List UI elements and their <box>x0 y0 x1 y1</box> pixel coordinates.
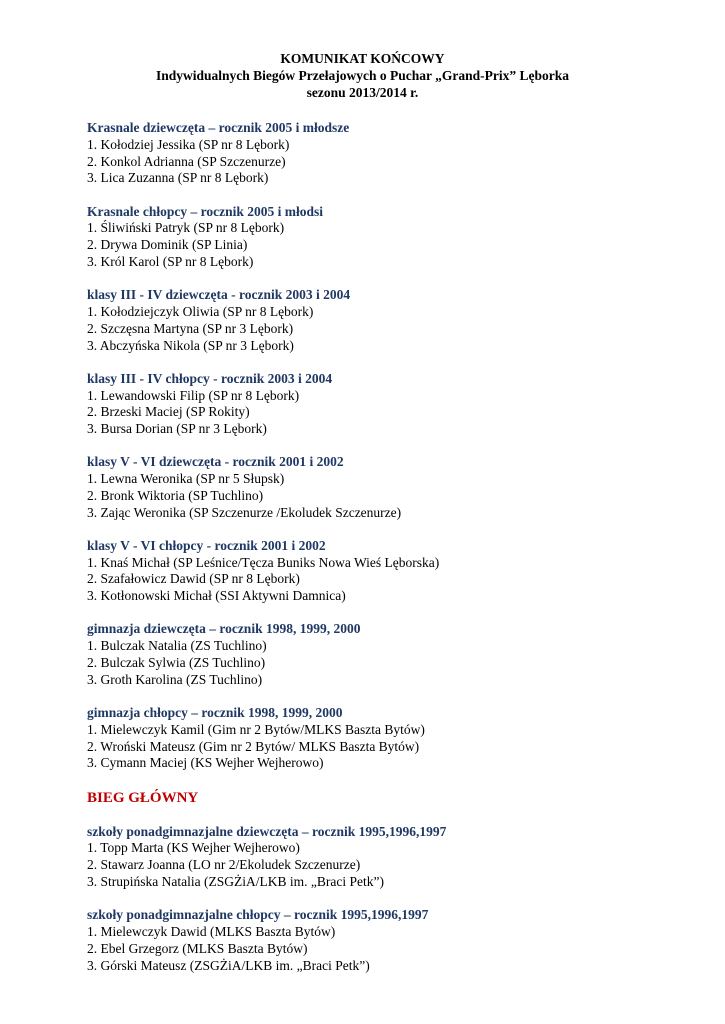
header-subtitle: Indywidualnych Biegów Przełajowych o Puchar „Grand-Prix” Lęborka <box>155 68 569 83</box>
category-title: szkoły ponadgimnazjalne dziewczęta – rocznik 1995,1996,1997 <box>87 823 447 839</box>
result-category <box>87 621 697 688</box>
result-entry: 2. Bulczak Sylwia (ZS Tuchlino) <box>87 655 266 671</box>
header-season: sezonu 2013/2014 r. <box>306 85 419 100</box>
result-entry: 1. Mielewczyk Kamil (Gim nr 2 Bytów/MLKS Baszta Bytów) <box>87 721 425 737</box>
result-entry: 1. Bulczak Natalia (ZS Tuchlino) <box>87 638 267 654</box>
category-title: Krasnale dziewczęta – rocznik 2005 i młodsze <box>87 120 350 135</box>
result-entry: 1. Kołodziej Jessika (SP nr 8 Lębork) <box>87 136 290 152</box>
category-title: klasy V - VI chłopcy - rocznik 2001 i 2002 <box>87 537 326 553</box>
result-entry: 3. Lica Zuzanna (SP nr 8 Lębork) <box>87 170 269 186</box>
category-results <box>87 120 697 772</box>
result-category <box>87 705 697 772</box>
result-entry: 2. Szczęsna Martyna (SP nr 3 Lębork) <box>87 320 294 336</box>
result-entry: 2. Ebel Grzegorz (MLKS Baszta Bytów) <box>87 940 308 956</box>
result-entry: 1. Śliwiński Patryk (SP nr 8 Lębork) <box>87 220 285 236</box>
result-entry: 2. Bronk Wiktoria (SP Tuchlino) <box>87 487 264 503</box>
result-category <box>87 907 697 974</box>
result-entry: 3. Groth Karolina (ZS Tuchlino) <box>87 671 263 687</box>
result-entry: 1. Topp Marta (KS Wejher Wejherowo) <box>87 840 300 856</box>
category-title: Krasnale chłopcy – rocznik 2005 i młodsi <box>87 203 324 219</box>
result-category <box>87 120 697 187</box>
result-entry: 3. Górski Mateusz (ZSGŻiA/LKB im. „Braci Petk”) <box>87 957 370 973</box>
result-entry: 1. Lewandowski Filip (SP nr 8 Lębork) <box>87 387 300 403</box>
result-entry: 1. Mielewczyk Dawid (MLKS Baszta Bytów) <box>87 924 336 939</box>
result-entry: 3. Strupińska Natalia (ZSGŻiA/LKB im. „Braci Petk”) <box>87 874 384 890</box>
result-entry: 1. Kołodziejczyk Oliwia (SP nr 8 Lębork) <box>87 303 314 319</box>
result-entry: 2. Wroński Mateusz (Gim nr 2 Bytów/ MLKS Baszta Bytów) <box>87 738 420 754</box>
result-entry: 2. Stawarz Joanna (LO nr 2/Ekoludek Szczenurze) <box>87 857 361 873</box>
document-header <box>0 50 725 101</box>
result-entry: 2. Drywa Dominik (SP Linia) <box>87 237 248 253</box>
result-entry: 2. Brzeski Maciej (SP Rokity) <box>87 404 250 420</box>
result-entry: 3. Cymann Maciej (KS Wejher Wejherowo) <box>87 755 324 771</box>
result-entry: 1. Lewna Weronika (SP nr 5 Słupsk) <box>87 471 285 487</box>
result-category <box>87 538 697 605</box>
category-title: klasy III - IV chłopcy - rocznik 2003 i 2004 <box>87 370 333 386</box>
result-category <box>87 824 697 891</box>
category-title: klasy V - VI dziewczęta - rocznik 2001 i 2002 <box>87 454 344 470</box>
result-category <box>87 454 697 521</box>
category-title: gimnazja dziewczęta – rocznik 1998, 1999, 2000 <box>87 621 361 637</box>
category-title: gimnazja chłopcy – rocznik 1998, 1999, 2000 <box>87 705 343 721</box>
main-race-heading: BIEG GŁÓWNY <box>87 789 199 806</box>
result-category <box>87 371 697 438</box>
result-category <box>87 204 697 271</box>
results-content <box>87 120 697 991</box>
result-entry: 3. Abczyńska Nikola (SP nr 3 Lębork) <box>87 337 294 353</box>
category-title: klasy III - IV dziewczęta - rocznik 2003 i 2004 <box>87 287 351 303</box>
result-entry: 2. Konkol Adrianna (SP Szczenurze) <box>87 153 286 169</box>
result-entry: 3. Bursa Dorian (SP nr 3 Lębork) <box>87 421 267 437</box>
result-entry: 3. Kotłonowski Michał (SSI Aktywni Damnica) <box>87 588 346 604</box>
header-title: KOMUNIKAT KOŃCOWY <box>280 51 445 66</box>
result-entry: 3. Król Karol (SP nr 8 Lębork) <box>87 253 254 269</box>
category-title: szkoły ponadgimnazjalne chłopcy – rocznik 1995,1996,1997 <box>87 907 429 923</box>
main-race-results <box>87 824 697 975</box>
result-entry: 1. Knaś Michał (SP Leśnice/Tęcza Buniks Nowa Wieś Lęborska) <box>87 554 440 570</box>
result-entry: 2. Szafałowicz Dawid (SP nr 8 Lębork) <box>87 571 300 587</box>
result-entry: 3. Zając Weronika (SP Szczenurze /Ekoludek Szczenurze) <box>87 504 402 520</box>
result-category <box>87 287 697 354</box>
